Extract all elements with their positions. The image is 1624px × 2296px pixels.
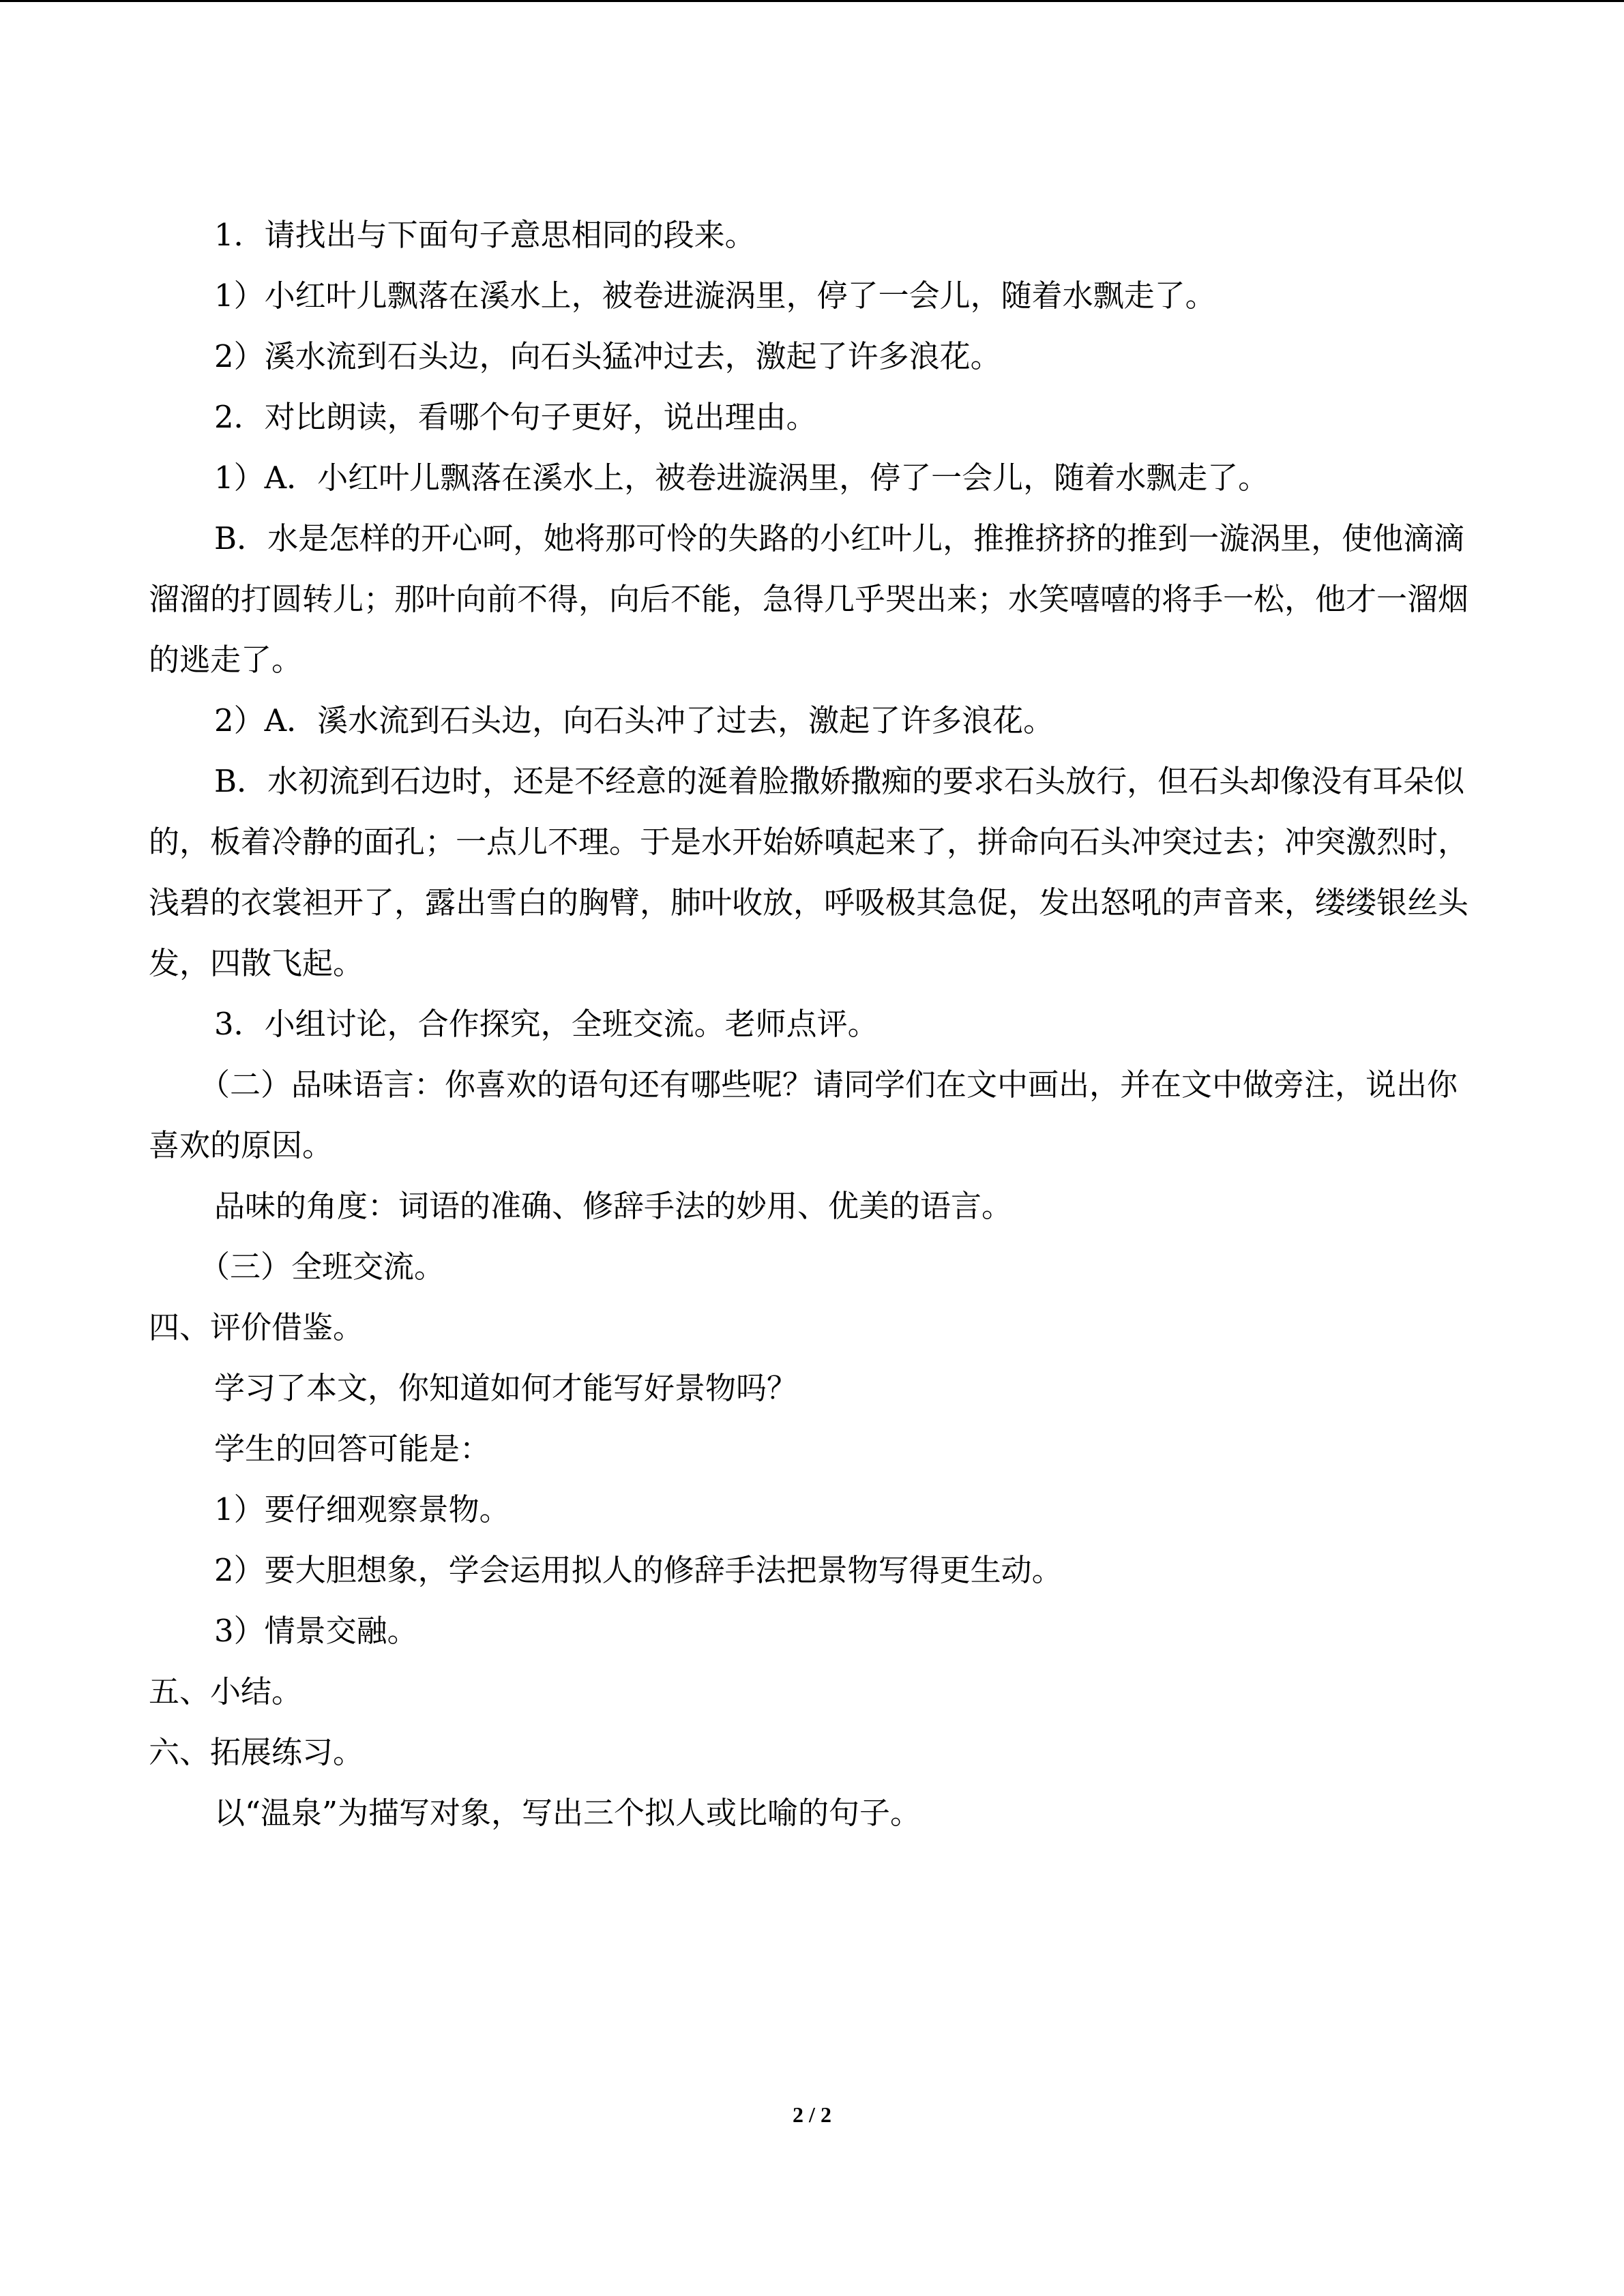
document-body [149, 205, 1475, 1843]
section-heading-6: 六、拓展练习。 [149, 1734, 364, 1770]
section-heading-5: 五、小结。 [149, 1673, 303, 1710]
paragraph-8: B．水初流到石边时，还是不经意的涎着脸撒娇撒痴的要求石头放行，但石头却像没有耳朵似的，板着冷静的面孔；一点儿不理。于是水开始娇嗔起来了，拼命向石头冲突过去；冲突激烈时，浅碧的衣裳袒开了，露出雪白的胸臂，肺叶收放，呼吸极其急促，发出怒吼的声音来，缕缕银丝头发，四散飞起。 [149, 763, 1469, 981]
top-border-line [0, 0, 1624, 2]
paragraph-12: （三）全班交流。 [199, 1249, 445, 1285]
paragraph-11: 品味的角度：词语的准确、修辞手法的妙用、优美的语言。 [214, 1188, 1013, 1224]
paragraph-7: 2）A．溪水流到石头边，向石头冲了过去，激起了许多浪花。 [214, 702, 1054, 739]
section-heading-4: 四、评价借鉴。 [149, 1309, 364, 1345]
paragraph-3: 2）溪水流到石头边，向石头猛冲过去，激起了许多浪花。 [214, 338, 1001, 374]
paragraph-4: 2．对比朗读，看哪个句子更好，说出理由。 [214, 399, 817, 435]
paragraph-21: 以“温泉”为描写对象，写出三个拟人或比喻的句子。 [214, 1795, 921, 1831]
paragraph-15: 学生的回答可能是： [214, 1431, 491, 1467]
paragraph-18: 3）情景交融。 [214, 1613, 418, 1649]
paragraph-1: 1．请找出与下面句子意思相同的段来。 [214, 217, 756, 253]
paragraph-14: 学习了本文，你知道如何才能写好景物吗？ [214, 1370, 798, 1406]
paragraph-6: B．水是怎样的开心呵，她将那可怜的失路的小红叶儿，推推挤挤的推到一漩涡里，使他滴滴溜溜的打圆转儿；那叶向前不得，向后不能，急得几乎哭出来；水笑嘻嘻的将手一松，他才一溜烟的逃走了。 [149, 520, 1469, 678]
paragraph-10: （二）品味语言：你喜欢的语句还有哪些呢？请同学们在文中画出，并在文中做旁注，说出你喜欢的原因。 [149, 1067, 1458, 1163]
paragraph-9: 3．小组讨论，合作探究，全班交流。老师点评。 [214, 1006, 879, 1042]
paragraph-17: 2）要大胆想象，学会运用拟人的修辞手法把景物写得更生动。 [214, 1552, 1063, 1588]
paragraph-2: 1）小红叶儿飘落在溪水上，被卷进漩涡里，停了一会儿，随着水飘走了。 [214, 278, 1216, 314]
page-number: 2 / 2 [793, 2102, 831, 2127]
paragraph-16: 1）要仔细观察景物。 [214, 1491, 510, 1527]
paragraph-5: 1）A．小红叶儿飘落在溪水上，被卷进漩涡里，停了一会儿，随着水飘走了。 [214, 460, 1269, 496]
